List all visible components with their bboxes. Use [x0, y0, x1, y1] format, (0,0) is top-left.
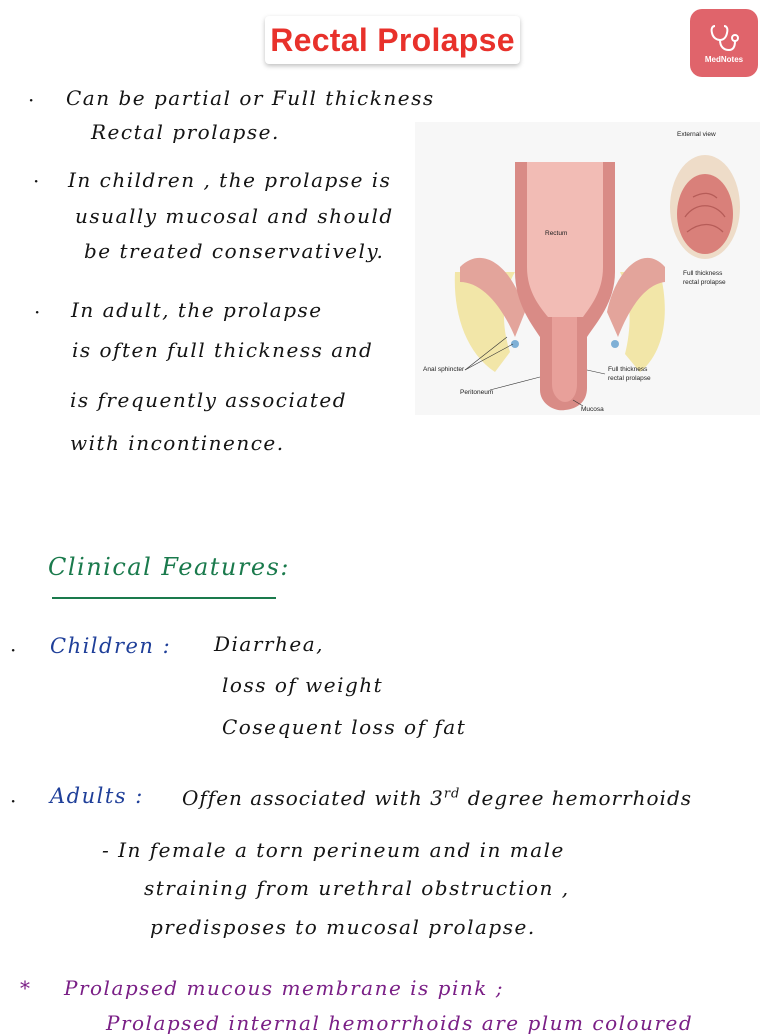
intro-bullet3-line3: is frequently associated	[70, 388, 347, 412]
intro-bullet3-line4: with incontinence.	[70, 431, 285, 455]
label-full-thickness-top-1: Full thickness	[683, 270, 723, 277]
children-label: Children :	[50, 634, 172, 658]
adults-label: Adults :	[50, 784, 144, 808]
heading-underline	[52, 597, 276, 599]
children-item-2: loss of weight	[222, 673, 384, 697]
adults-sub-line-2: straining from urethral obstruction ,	[144, 876, 570, 900]
adults-sub-line-3: predisposes to mucosal prolapse.	[150, 915, 536, 939]
adults-line	[182, 786, 692, 810]
adults-line-post: degree hemorrhoids	[460, 786, 693, 810]
label-full-thickness-top-2: rectal prolapse	[683, 279, 726, 286]
intro-bullet2-line1: In children , the prolapse is	[68, 168, 392, 192]
children-item-3: Cosequent loss of fat	[222, 715, 467, 739]
adults-sub-line-1: - In female a torn perineum and in male	[102, 838, 565, 862]
bullet-dot: ·	[33, 169, 40, 193]
adults-line-sup: rd	[443, 786, 461, 802]
note-line-1: Prolapsed mucous membrane is pink ;	[64, 976, 504, 1000]
note-line-2: Prolapsed internal hemorrhoids are plum coloured	[106, 1011, 694, 1035]
label-rectum: Rectum	[545, 230, 568, 237]
stethoscope-icon	[707, 23, 741, 53]
label-full-thickness-bottom-2: rectal prolapse	[608, 375, 651, 382]
bullet-dot: ·	[10, 789, 17, 813]
logo-text: MedNotes	[704, 54, 744, 64]
label-mucosa: Mucosa	[581, 406, 604, 413]
intro-bullet3-line1: In adult, the prolapse	[71, 298, 323, 322]
page-title: Rectal Prolapse	[270, 21, 515, 58]
children-item-1: Diarrhea,	[214, 632, 324, 656]
label-external-view: External view	[677, 131, 716, 138]
asterisk-marker: *	[20, 976, 30, 1000]
bullet-dot: ·	[34, 300, 41, 324]
anatomy-diagram	[415, 122, 760, 415]
mednotes-logo	[690, 9, 758, 77]
rectal-prolapse-illustration	[415, 122, 760, 415]
intro-bullet1-line1: Can be partial or Full thickness	[66, 86, 435, 110]
intro-bullet2-line2: usually mucosal and should	[75, 204, 394, 228]
intro-bullet1-line2: Rectal prolapse.	[91, 120, 280, 144]
title-box	[265, 16, 520, 64]
adults-line-pre: Offen associated with 3	[182, 786, 444, 810]
intro-bullet2-line3: be treated conservatively.	[84, 239, 385, 263]
label-peritoneum: Peritoneum	[460, 389, 494, 396]
bullet-dot: ·	[28, 88, 35, 112]
label-anal-sphincter: Anal sphincter	[423, 366, 465, 373]
label-full-thickness-bottom-1: Full thickness	[608, 366, 648, 373]
bullet-dot: ·	[10, 638, 17, 662]
clinical-features-heading: Clinical Features:	[48, 553, 290, 581]
intro-bullet3-line2: is often full thickness and	[72, 338, 374, 362]
